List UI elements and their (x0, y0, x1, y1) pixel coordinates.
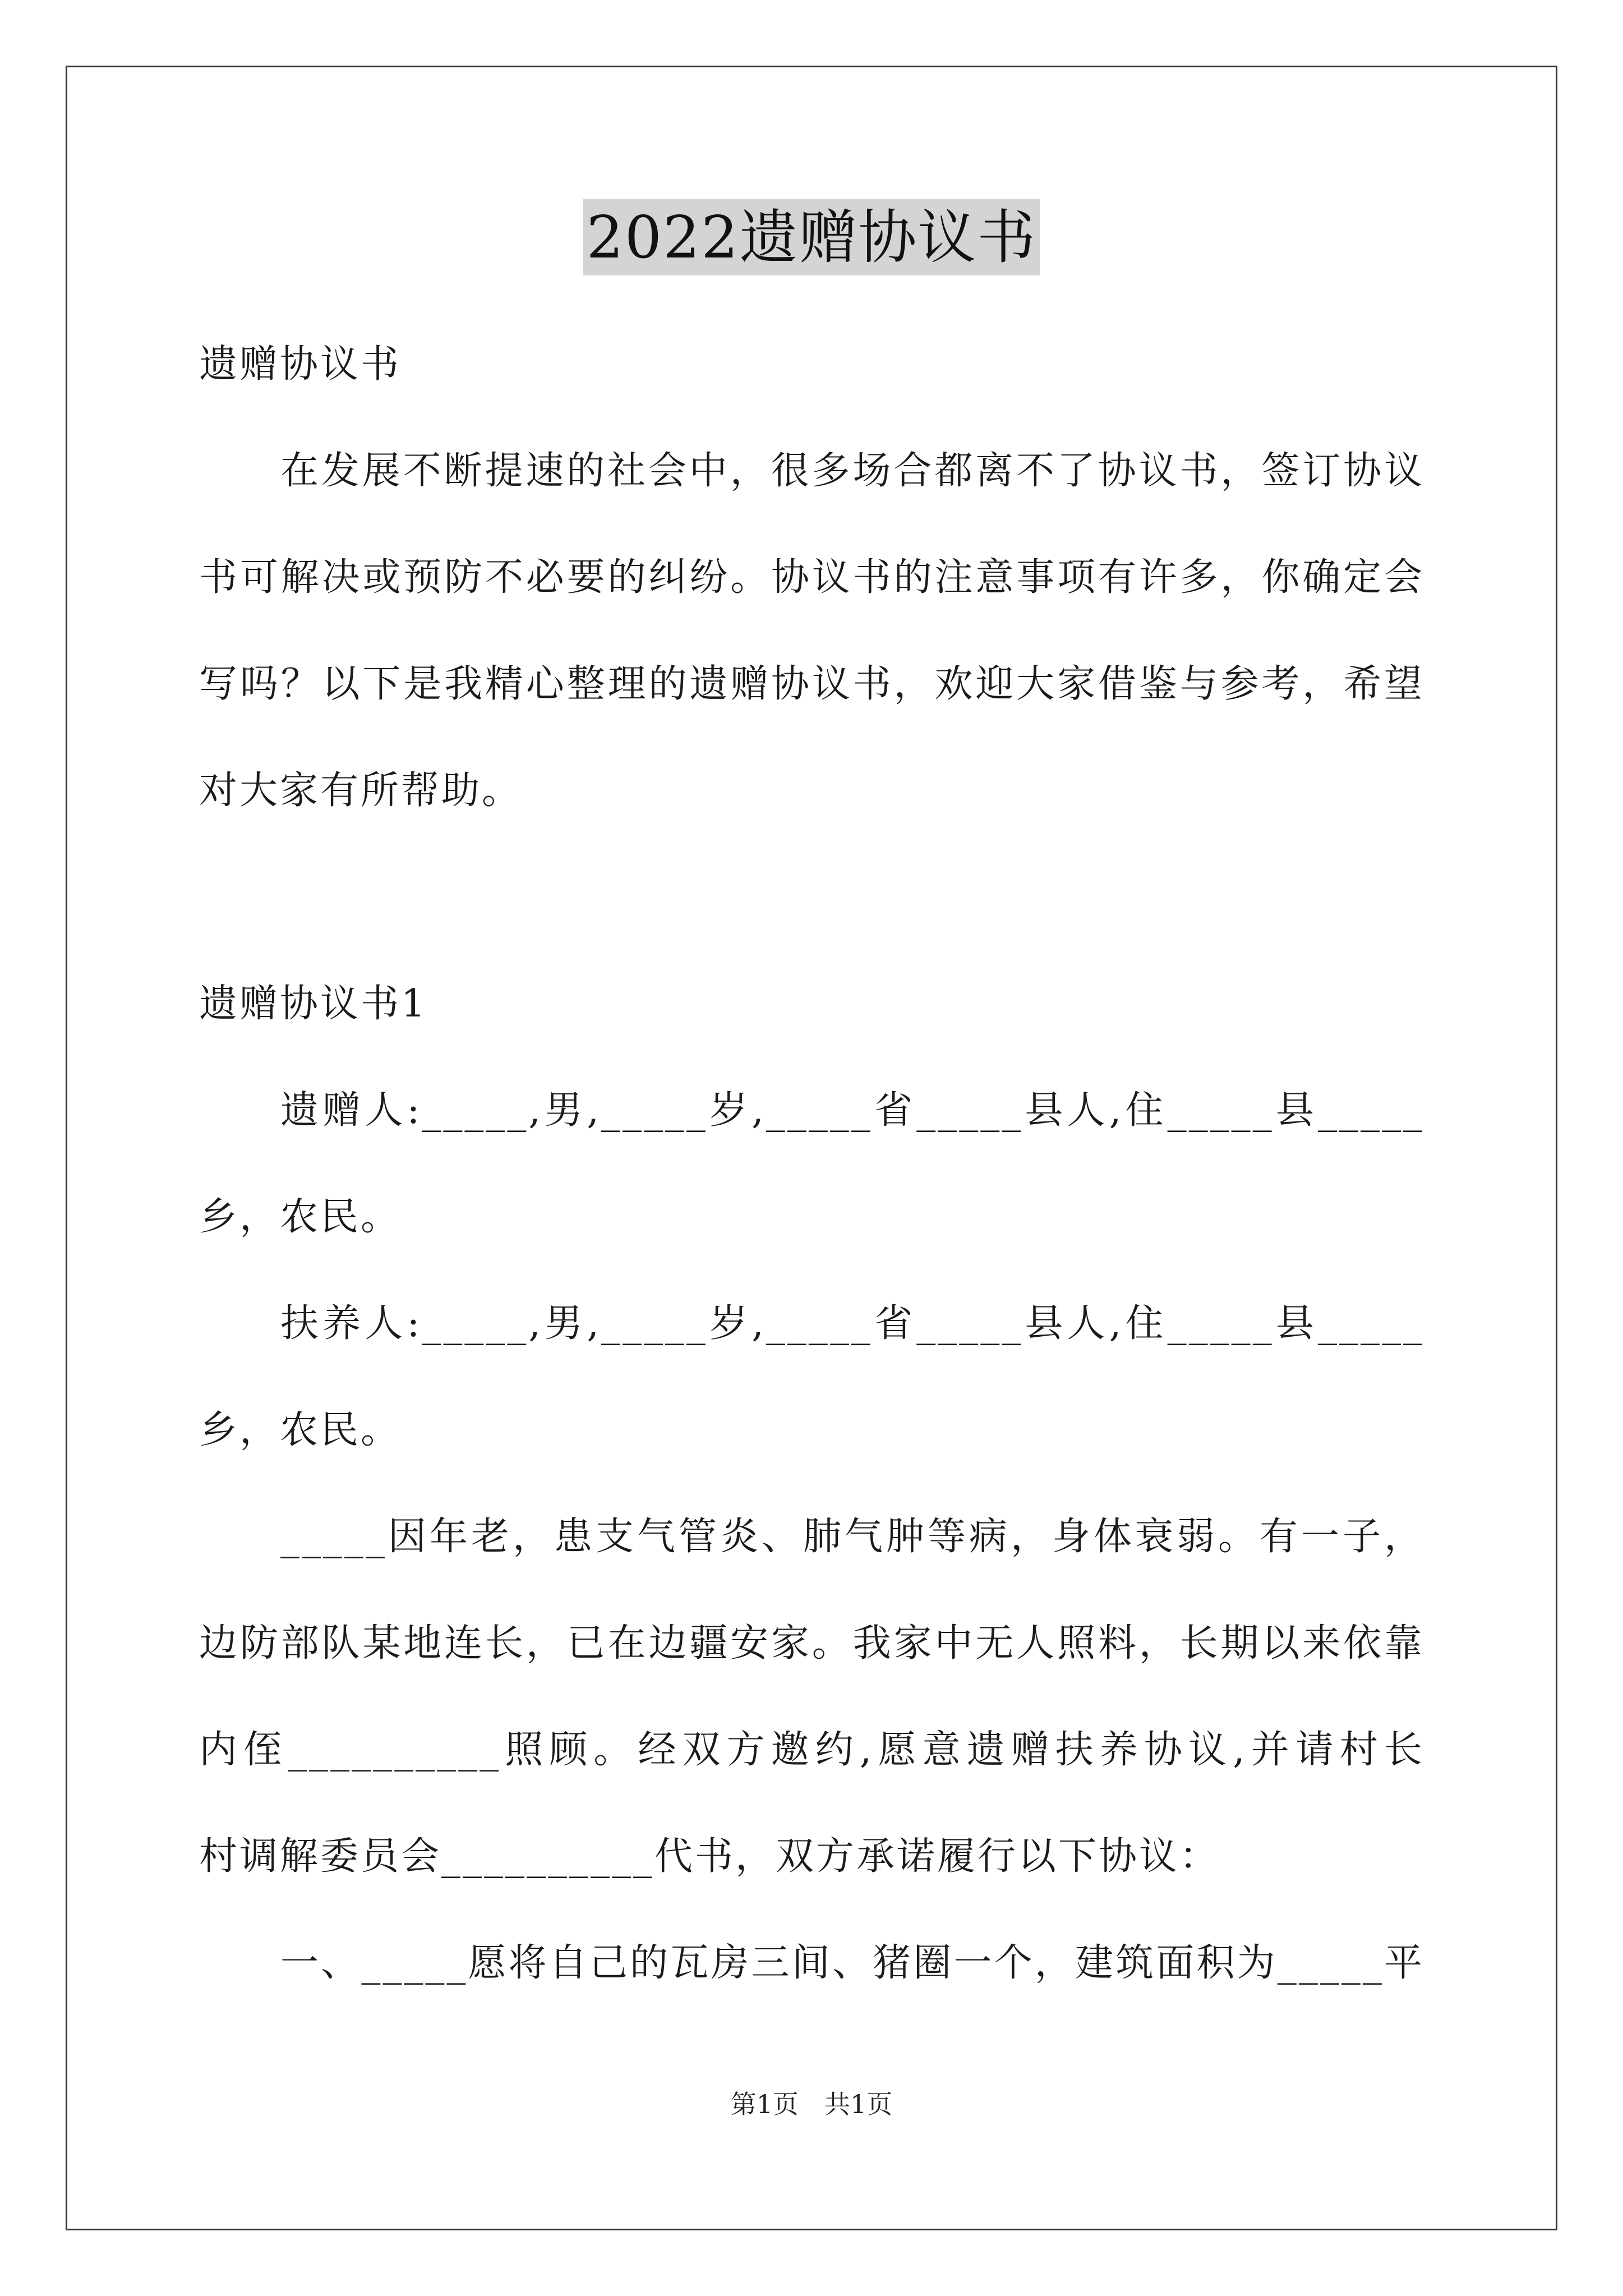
spacer (199, 844, 1424, 951)
section-heading: 遗赠协议书 (199, 342, 402, 386)
page-footer: 第1页 共1页 (730, 2089, 893, 2119)
testator-line-2: 乡，农民。 (199, 1195, 402, 1239)
document-body (199, 311, 1424, 2017)
body-line-3: 内侄__________照顾。经双方邀约,愿意遗赠扶养协议,并请村长 (199, 1728, 1424, 1772)
supporter-line-1: 扶养人:_____,男,_____岁,_____省_____县人,住_____县_____ (280, 1301, 1424, 1346)
supporter-line-2: 乡，农民。 (199, 1408, 402, 1452)
testator-line-1: 遗赠人:_____,男,_____岁,_____省_____县人,住_____县_____ (280, 1088, 1424, 1133)
agreement-heading: 遗赠协议书1 (199, 982, 428, 1026)
intro-line-4: 对大家有所帮助。 (199, 769, 523, 813)
intro-line-1: 在发展不断提速的社会中，很多场合都离不了协议书，签订协议 (280, 449, 1424, 493)
intro-line-3: 写吗？以下是我精心整理的遗赠协议书，欢迎大家借鉴与参考，希望 (199, 662, 1424, 706)
clause-1: 一、_____愿将自己的瓦房三间、猪圈一个，建筑面积为_____平 (280, 1941, 1424, 1985)
body-line-2: 边防部队某地连长，已在边疆安家。我家中无人照料，长期以来依靠 (199, 1621, 1424, 1665)
intro-line-2: 书可解决或预防不必要的纠纷。协议书的注意事项有许多，你确定会 (199, 555, 1424, 600)
title-container (0, 199, 1623, 275)
document-title: 2022遗赠协议书 (583, 199, 1040, 275)
body-line-4: 村调解委员会__________代书，双方承诺履行以下协议： (199, 1834, 1220, 1879)
body-line-1: _____因年老，患支气管炎、肺气肿等病，身体衰弱。有一子， (280, 1515, 1424, 1559)
